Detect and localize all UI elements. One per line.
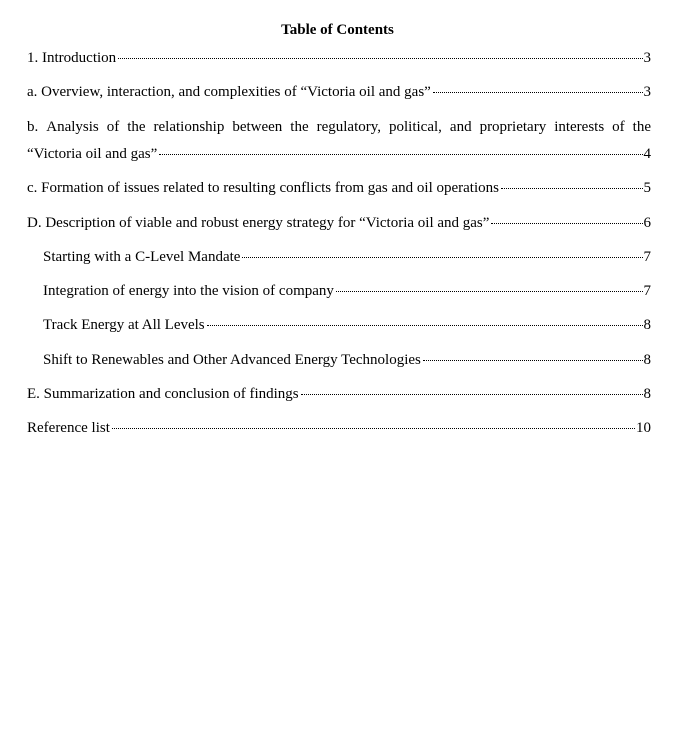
dot-leader	[301, 394, 643, 395]
toc-entry-c-level[interactable]	[43, 248, 651, 266]
toc-entry-page: 3	[643, 84, 651, 100]
toc-word: of	[106, 119, 120, 135]
toc-entry-label: a. Overview, interaction, and complexities of “Victoria oil and gas”	[27, 84, 431, 100]
dot-leader	[433, 92, 643, 93]
toc-word: of	[612, 119, 625, 135]
dot-leader	[423, 360, 643, 361]
toc-title: Table of Contents	[281, 22, 394, 38]
toc-entry-page: 7	[643, 283, 651, 299]
toc-entry-page: 10	[636, 420, 651, 436]
dot-leader	[118, 58, 642, 59]
toc-entry-label: Track Energy at All Levels	[43, 317, 205, 333]
toc-entry-label: D. Description of viable and robust energy strategy for “Victoria oil and gas”	[27, 215, 490, 231]
toc-word: the	[632, 119, 651, 135]
toc-entry-page: 8	[643, 352, 651, 368]
toc-entry-summarization[interactable]	[27, 385, 651, 403]
toc-word: regulatory,	[316, 119, 382, 135]
toc-entry-formation[interactable]	[27, 179, 651, 197]
toc-entry-track-energy[interactable]	[43, 316, 651, 334]
toc-word: b.	[27, 119, 39, 135]
dot-leader	[159, 154, 642, 155]
dot-leader	[112, 428, 635, 429]
dot-leader	[336, 291, 643, 292]
toc-entry-label: E. Summarization and conclusion of findings	[27, 386, 299, 402]
toc-entry-introduction[interactable]	[27, 49, 651, 67]
toc-word: between	[232, 119, 283, 135]
toc-entry-renewables[interactable]	[43, 351, 651, 369]
toc-word: and	[449, 119, 472, 135]
dot-leader	[242, 257, 642, 258]
toc-entry-label: Starting with a C-Level Mandate	[43, 249, 241, 265]
toc-entry-label: 1. Introduction	[27, 50, 117, 66]
toc-entry-reference-list[interactable]	[27, 419, 651, 437]
toc-entry-label: Integration of energy into the vision of company	[43, 283, 334, 299]
toc-word: relationship	[153, 119, 225, 135]
toc-entry-page: 5	[643, 180, 651, 196]
toc-entry-description[interactable]	[27, 214, 651, 232]
toc-entry-page: 4	[643, 146, 651, 162]
toc-entry-page: 6	[643, 215, 651, 231]
toc-word: the	[290, 119, 309, 135]
toc-entry-label: Shift to Renewables and Other Advanced Energy Technologies	[43, 352, 421, 368]
toc-entry-analysis-line1[interactable]	[27, 118, 651, 136]
toc-word: Analysis	[46, 119, 99, 135]
toc-entry-integration[interactable]	[43, 282, 651, 300]
dot-leader	[491, 223, 642, 224]
toc-word: political,	[389, 119, 442, 135]
toc-entry-page: 8	[643, 386, 651, 402]
toc-entry-page: 8	[643, 317, 651, 333]
toc-entry-page: 3	[643, 50, 651, 66]
toc-entry-overview[interactable]	[27, 83, 651, 101]
dot-leader	[207, 325, 643, 326]
toc-word: the	[127, 119, 146, 135]
toc-entry-analysis-line2[interactable]	[27, 145, 651, 163]
dot-leader	[501, 188, 643, 189]
toc-word: proprietary	[479, 119, 547, 135]
toc-entry-label: c. Formation of issues related to resulting conflicts from gas and oil operations	[27, 180, 499, 196]
toc-word: interests	[554, 119, 605, 135]
toc-entry-label: “Victoria oil and gas”	[27, 146, 158, 162]
toc-entry-label: Reference list	[27, 420, 110, 436]
toc-entry-page: 7	[643, 249, 651, 265]
